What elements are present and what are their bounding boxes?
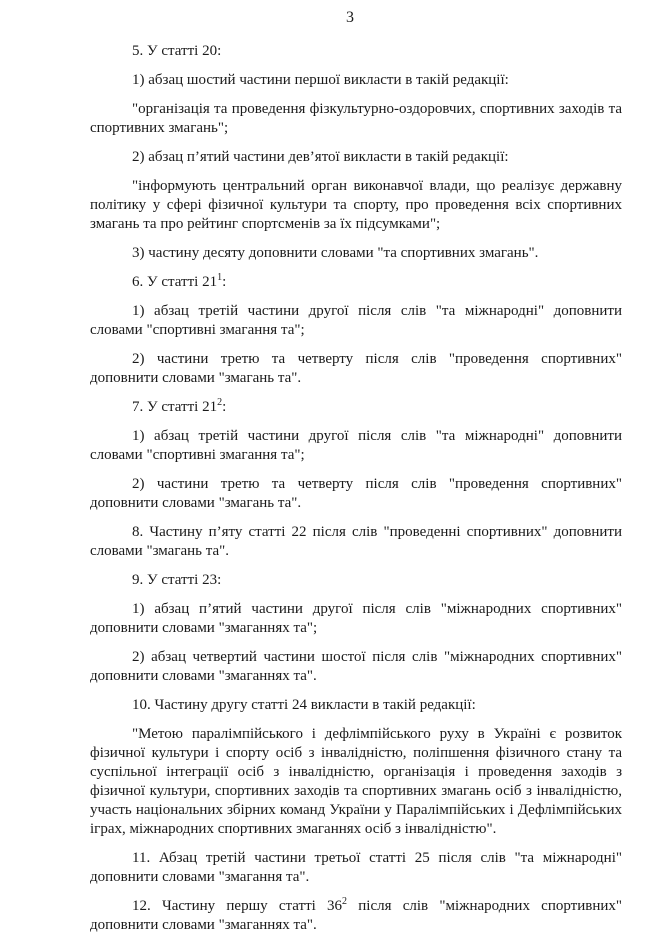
paragraph [90,350,622,388]
paragraph [90,897,622,935]
superscript: 2 [342,896,348,907]
paragraph [90,244,622,263]
superscript: 2 [217,397,223,408]
paragraph-text: 9. У статті 23: [132,572,222,588]
paragraph-text: 1) абзац шостий частини першої викласти в такій редакції: [132,72,509,88]
paragraph [90,648,622,686]
paragraph [90,523,622,561]
paragraph-text: 7. У статті 21 [132,399,218,415]
paragraph [90,42,622,61]
paragraph-text: 2) частини третю та четверту після слів "проведення спортивних" доповнити словами "змагань та". [90,476,622,511]
paragraph-text: 1) абзац п’ятий частини другої після слів "міжнародних спортивних" доповнити словами "змаганнях та"; [90,601,622,636]
paragraph-text: "організація та проведення фізкультурно-оздоровчих, спортивних заходів та спортивних змагань"; [90,101,622,136]
paragraph-text: 6. У статті 21 [132,274,218,290]
paragraph-text: 11. Абзац третій частини третьої статті 25 після слів "та міжнародні" доповнити словами "змагання та". [90,850,622,885]
paragraph-text: "Метою паралімпійського і дефлімпійського руху в Україні є розвиток фізичної культури і спорту осіб з інвалідністю, поліпшення фізичного стану та суспільної інтеграції осіб з інвалідністю, організація і проведення заходів з фізичної культури, спортивних заходів та спортивних змагань осіб з інвалідністю, участь національних збірних команд України у Паралімпійських і Дефлімпійських іграх, міжнародних спортивних змаганнях осіб з інвалідністю". [90,726,622,837]
document-body [90,42,622,935]
paragraph [90,302,622,340]
paragraph [90,571,622,590]
paragraph [90,600,622,638]
paragraph-text: 2) частини третю та четверту після слів "проведення спортивних" доповнити словами "змагань та". [90,351,622,386]
paragraph-text-after: : [222,274,227,290]
paragraph-text: "інформують центральний орган виконавчої влади, що реалізує державну політику у сфері фізичної культури та спорту, про проведення всіх спортивних змагань та про рейтинг спортсменів за їх підсумками"; [90,178,622,232]
paragraph [90,475,622,513]
paragraph [90,71,622,90]
paragraph [90,427,622,465]
paragraph-text: 12. Частину першу статті 36 [132,898,343,914]
paragraph-text: 1) абзац третій частини другої після слів "та міжнародні" доповнити словами "спортивні змагання та"; [90,303,622,338]
paragraph [90,725,622,839]
paragraph-text: 5. У статті 20: [132,43,222,59]
paragraph [90,177,622,234]
paragraph-text: 2) абзац четвертий частини шостої після слів "міжнародних спортивних" доповнити словами "змаганнях та". [90,649,622,684]
paragraph [90,148,622,167]
paragraph-text-after: після слів "міжнародних спортивних" доповнити словами "змаганнях та". [90,898,622,933]
paragraph-text: 10. Частину другу статті 24 викласти в такій редакції: [132,697,476,713]
paragraph-text-after: : [222,399,227,415]
paragraph [90,398,622,417]
page-number: 3 [346,9,354,26]
paragraph [90,696,622,715]
paragraph [90,849,622,887]
paragraph-text: 2) абзац п’ятий частини дев’ятої викласти в такій редакції: [132,149,509,165]
paragraph [90,100,622,138]
paragraph [90,273,622,292]
superscript: 1 [217,272,223,283]
paragraph-text: 1) абзац третій частини другої після слів "та міжнародні" доповнити словами "спортивні змагання та"; [90,428,622,463]
paragraph-text: 3) частину десяту доповнити словами "та спортивних змагань". [132,245,539,261]
paragraph-text: 8. Частину п’яту статті 22 після слів "проведенні спортивних" доповнити словами "змагань та". [90,524,622,559]
